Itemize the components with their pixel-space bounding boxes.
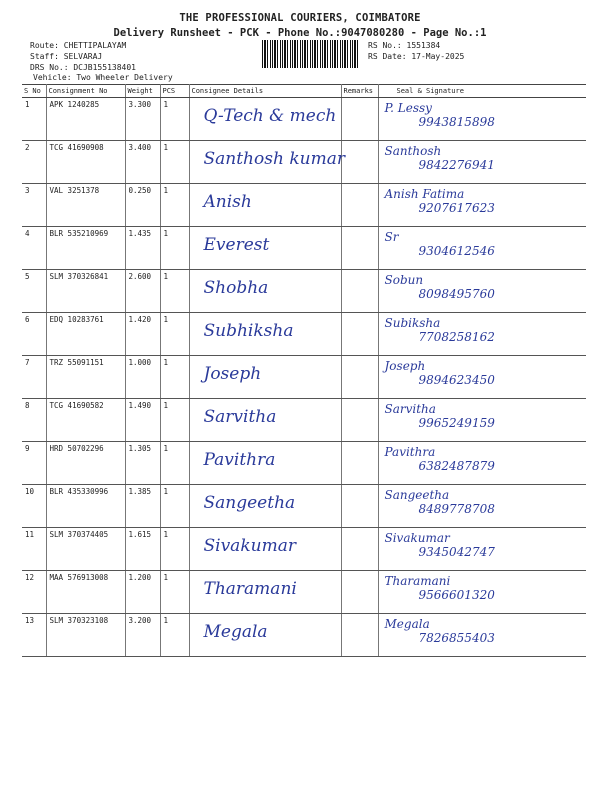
serial-number: 2 bbox=[22, 141, 46, 184]
remarks-cell bbox=[341, 184, 378, 227]
weight: 3.300 bbox=[125, 98, 160, 141]
consignment-number: HRD 50702296 bbox=[46, 442, 125, 485]
serial-number: 13 bbox=[22, 614, 46, 657]
col-pcs: PCS bbox=[160, 85, 189, 98]
pieces: 1 bbox=[160, 356, 189, 399]
table-row bbox=[22, 571, 586, 614]
pieces: 1 bbox=[160, 184, 189, 227]
table-row bbox=[22, 227, 586, 270]
consignment-number: BLR 535210969 bbox=[46, 227, 125, 270]
table-row bbox=[22, 270, 586, 313]
signature-cell bbox=[378, 614, 586, 657]
signature-cell bbox=[378, 399, 586, 442]
signature-name: Sivakumar bbox=[384, 531, 450, 545]
weight: 3.400 bbox=[125, 141, 160, 184]
table-row bbox=[22, 442, 586, 485]
col-weight: Weight bbox=[125, 85, 160, 98]
weight: 1.000 bbox=[125, 356, 160, 399]
serial-number: 4 bbox=[22, 227, 46, 270]
table-header-row bbox=[22, 85, 586, 98]
signature-name: Megala bbox=[384, 617, 430, 631]
table-row bbox=[22, 614, 586, 657]
remarks-cell bbox=[341, 98, 378, 141]
remarks-cell bbox=[341, 485, 378, 528]
signature-cell bbox=[378, 528, 586, 571]
serial-number: 9 bbox=[22, 442, 46, 485]
remarks-cell bbox=[341, 614, 378, 657]
consignee-cell bbox=[189, 442, 341, 485]
remarks-cell bbox=[341, 227, 378, 270]
consignee-handwriting: Sivakumar bbox=[203, 536, 296, 556]
signature-phone: 9345042747 bbox=[418, 545, 495, 559]
weight: 1.435 bbox=[125, 227, 160, 270]
signature-phone: 9842276941 bbox=[418, 158, 495, 172]
consignee-handwriting: Subhiksha bbox=[203, 321, 294, 341]
signature-phone: 8098495760 bbox=[418, 287, 495, 301]
signature-name: Sarvitha bbox=[384, 402, 436, 416]
pieces: 1 bbox=[160, 442, 189, 485]
weight: 3.200 bbox=[125, 614, 160, 657]
consignee-cell bbox=[189, 571, 341, 614]
runsheet-subtitle: Delivery Runsheet - PCK - Phone No.:9047080280 - Page No.:1 bbox=[113, 27, 487, 39]
signature-cell bbox=[378, 184, 586, 227]
consignee-cell bbox=[189, 270, 341, 313]
remarks-cell bbox=[341, 571, 378, 614]
consignment-number: SLM 370326841 bbox=[46, 270, 125, 313]
signature-phone: 9566601320 bbox=[418, 588, 495, 602]
pieces: 1 bbox=[160, 571, 189, 614]
signature-phone: 7826855403 bbox=[418, 631, 495, 645]
consignee-handwriting: Santhosh kumar bbox=[203, 149, 345, 169]
consignment-number: SLM 370323108 bbox=[46, 614, 125, 657]
signature-name: Sobun bbox=[384, 273, 424, 287]
serial-number: 12 bbox=[22, 571, 46, 614]
consignment-number: TCG 41690908 bbox=[46, 141, 125, 184]
rs-date: RS Date: 17-May-2025 bbox=[368, 52, 465, 61]
signature-name: Pavithra bbox=[384, 445, 436, 459]
table-row bbox=[22, 184, 586, 227]
signature-name: Tharamani bbox=[384, 574, 451, 588]
remarks-cell bbox=[341, 313, 378, 356]
signature-cell bbox=[378, 313, 586, 356]
consignment-number: BLR 435330996 bbox=[46, 485, 125, 528]
signature-phone: 6382487879 bbox=[418, 459, 495, 473]
route-label: Route: CHETTIPALAYAM bbox=[30, 41, 127, 50]
col-consignment: Consignment No bbox=[46, 85, 125, 98]
signature-name: Subiksha bbox=[384, 316, 441, 330]
remarks-cell bbox=[341, 356, 378, 399]
pieces: 1 bbox=[160, 141, 189, 184]
serial-number: 5 bbox=[22, 270, 46, 313]
vehicle-label: Vehicle: Two Wheeler Delivery bbox=[33, 73, 173, 82]
consignee-handwriting: Sarvitha bbox=[203, 407, 277, 427]
runsheet-title: THE PROFESSIONAL COURIERS, COIMBATORE bbox=[179, 12, 421, 24]
weight: 0.250 bbox=[125, 184, 160, 227]
consignee-handwriting: Anish bbox=[203, 192, 252, 212]
drs-number: DRS No.: DCJB155138401 bbox=[30, 63, 136, 72]
remarks-cell bbox=[341, 141, 378, 184]
consignee-cell bbox=[189, 313, 341, 356]
col-sno: S No bbox=[22, 85, 46, 98]
serial-number: 7 bbox=[22, 356, 46, 399]
consignee-cell bbox=[189, 141, 345, 184]
weight: 2.600 bbox=[125, 270, 160, 313]
col-remarks: Remarks bbox=[341, 85, 378, 98]
table-row bbox=[22, 141, 586, 184]
consignee-cell bbox=[189, 98, 341, 141]
consignee-handwriting: Shobha bbox=[203, 278, 269, 298]
table-row bbox=[22, 313, 586, 356]
consignee-cell bbox=[189, 227, 341, 270]
table-row bbox=[22, 98, 586, 141]
signature-cell bbox=[378, 270, 586, 313]
signature-cell bbox=[378, 227, 586, 270]
pieces: 1 bbox=[160, 528, 189, 571]
table-row bbox=[22, 528, 586, 571]
remarks-cell bbox=[341, 442, 378, 485]
signature-phone: 7708258162 bbox=[418, 330, 495, 344]
signature-cell bbox=[378, 442, 586, 485]
barcode bbox=[262, 40, 360, 68]
consignee-handwriting: Sangeetha bbox=[203, 493, 296, 513]
consignee-handwriting: Tharamani bbox=[203, 579, 297, 599]
pieces: 1 bbox=[160, 227, 189, 270]
remarks-cell bbox=[341, 270, 378, 313]
table-row bbox=[22, 356, 586, 399]
weight: 1.200 bbox=[125, 571, 160, 614]
serial-number: 10 bbox=[22, 485, 46, 528]
runsheet-table bbox=[22, 84, 586, 657]
col-consignee: Consignee Details bbox=[189, 85, 341, 98]
consignment-number: TCG 41690582 bbox=[46, 399, 125, 442]
signature-name: Santhosh bbox=[384, 144, 442, 158]
consignee-handwriting: Joseph bbox=[203, 364, 262, 384]
weight: 1.385 bbox=[125, 485, 160, 528]
remarks-cell bbox=[341, 528, 378, 571]
signature-name: Sr bbox=[384, 230, 399, 244]
signature-name: Anish Fatima bbox=[384, 187, 465, 201]
consignee-handwriting: Q-Tech & mech bbox=[203, 106, 337, 126]
serial-number: 11 bbox=[22, 528, 46, 571]
consignee-cell bbox=[189, 528, 341, 571]
consignment-number: VAL 3251378 bbox=[46, 184, 125, 227]
table-row bbox=[22, 399, 586, 442]
weight: 1.420 bbox=[125, 313, 160, 356]
signature-name: P. Lessy bbox=[384, 101, 432, 115]
weight: 1.615 bbox=[125, 528, 160, 571]
signature-phone: 9304612546 bbox=[418, 244, 495, 258]
consignee-cell bbox=[189, 485, 341, 528]
signature-phone: 8489778708 bbox=[418, 502, 495, 516]
consignment-number: MAA 576913008 bbox=[46, 571, 125, 614]
serial-number: 8 bbox=[22, 399, 46, 442]
pieces: 1 bbox=[160, 313, 189, 356]
weight: 1.490 bbox=[125, 399, 160, 442]
signature-phone: 9894623450 bbox=[418, 373, 495, 387]
serial-number: 1 bbox=[22, 98, 46, 141]
consignment-number: EDQ 10283761 bbox=[46, 313, 125, 356]
signature-phone: 9207617623 bbox=[418, 201, 495, 215]
consignee-handwriting: Pavithra bbox=[203, 450, 276, 470]
pieces: 1 bbox=[160, 399, 189, 442]
signature-cell bbox=[378, 98, 586, 141]
signature-cell bbox=[378, 571, 586, 614]
pieces: 1 bbox=[160, 270, 189, 313]
staff-label: Staff: SELVARAJ bbox=[30, 52, 103, 61]
consignment-number: TRZ 55091151 bbox=[46, 356, 125, 399]
consignment-number: SLM 370374405 bbox=[46, 528, 125, 571]
pieces: 1 bbox=[160, 485, 189, 528]
pieces: 1 bbox=[160, 614, 189, 657]
signature-cell bbox=[378, 356, 586, 399]
signature-name: Joseph bbox=[384, 359, 426, 373]
weight: 1.305 bbox=[125, 442, 160, 485]
signature-phone: 9965249159 bbox=[418, 416, 495, 430]
consignment-number: APK 1240285 bbox=[46, 98, 125, 141]
serial-number: 6 bbox=[22, 313, 46, 356]
consignee-cell bbox=[189, 399, 341, 442]
signature-phone: 9943815898 bbox=[418, 115, 495, 129]
table-row bbox=[22, 485, 586, 528]
consignee-cell bbox=[189, 614, 341, 657]
signature-cell bbox=[378, 141, 586, 184]
pieces: 1 bbox=[160, 98, 189, 141]
consignee-cell bbox=[189, 356, 341, 399]
consignee-handwriting: Megala bbox=[203, 622, 268, 642]
col-seal: Seal & Signature bbox=[378, 85, 586, 98]
serial-number: 3 bbox=[22, 184, 46, 227]
consignee-cell bbox=[189, 184, 341, 227]
consignee-handwriting: Everest bbox=[203, 235, 270, 255]
remarks-cell bbox=[341, 399, 378, 442]
signature-cell bbox=[378, 485, 586, 528]
rs-number: RS No.: 1551384 bbox=[368, 41, 441, 50]
signature-name: Sangeetha bbox=[384, 488, 450, 502]
